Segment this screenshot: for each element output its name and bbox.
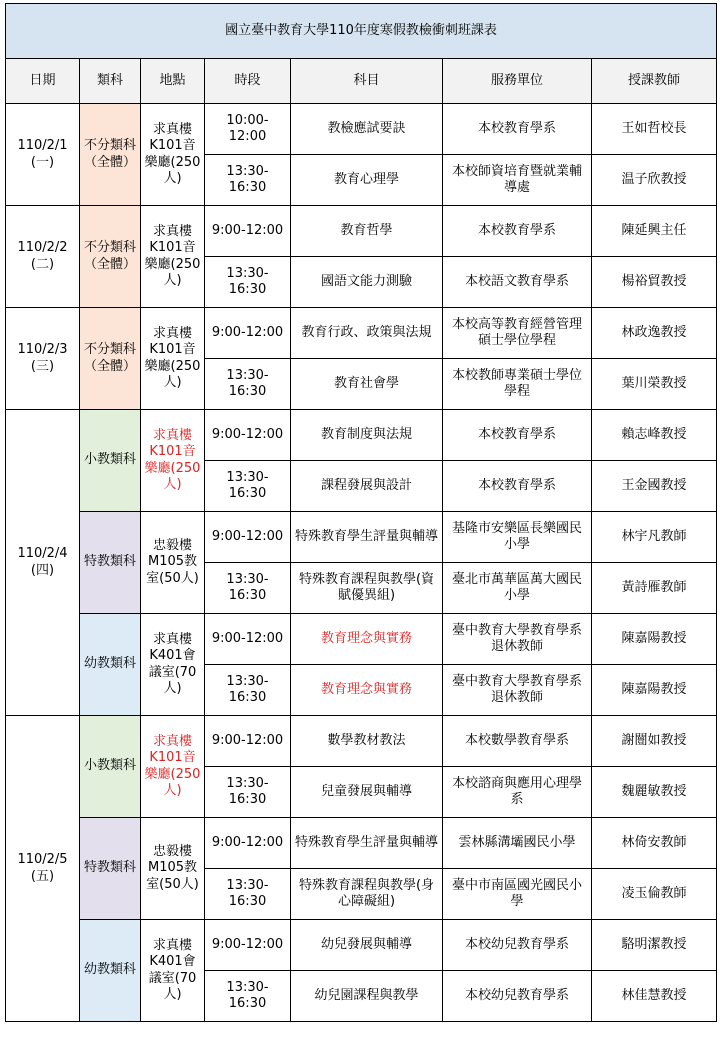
time-cell: 13:30-16:30 — [205, 359, 291, 410]
subject-cell: 課程發展與設計 — [291, 461, 443, 512]
location-cell: 求真樓K101音樂廳(250人) — [141, 716, 205, 818]
teacher-cell: 駱明潔教授 — [592, 920, 717, 971]
unit-cell: 臺中教育大學教育學系退休教師 — [443, 614, 592, 665]
teacher-cell: 陳嘉陽教授 — [592, 614, 717, 665]
category-cell: 不分類科（全體） — [80, 308, 141, 410]
weekday-text: (四) — [30, 562, 55, 578]
subject-cell: 教育理念與實務 — [291, 665, 443, 716]
table-row — [6, 818, 717, 869]
location-cell: 求真樓K401會議室(70人) — [141, 920, 205, 1022]
title-row — [6, 4, 717, 59]
category-cell: 不分類科（全體） — [80, 104, 141, 206]
header-category: 類科 — [80, 59, 141, 104]
location-cell: 忠毅樓M105教室(50人) — [141, 818, 205, 920]
time-cell: 9:00-12:00 — [205, 512, 291, 563]
unit-cell: 本校諮商與應用心理學系 — [443, 767, 592, 818]
time-cell: 9:00-12:00 — [205, 206, 291, 257]
date-cell — [6, 206, 80, 308]
teacher-cell: 楊裕貿教授 — [592, 257, 717, 308]
category-cell: 小教類科 — [80, 410, 141, 512]
unit-cell: 本校師資培育暨就業輔導處 — [443, 155, 592, 206]
time-cell: 13:30-16:30 — [205, 971, 291, 1022]
subject-cell: 教育哲學 — [291, 206, 443, 257]
date-text: 110/2/4 — [17, 546, 68, 562]
teacher-cell: 黃詩雁教師 — [592, 563, 717, 614]
date-text: 110/2/1 — [17, 138, 68, 154]
subject-cell: 兒童發展與輔導 — [291, 767, 443, 818]
table-row — [6, 512, 717, 563]
teacher-cell: 陳嘉陽教授 — [592, 665, 717, 716]
time-cell: 9:00-12:00 — [205, 818, 291, 869]
unit-cell: 本校幼兒教育學系 — [443, 920, 592, 971]
subject-cell: 教育行政、政策與法規 — [291, 308, 443, 359]
category-cell: 幼教類科 — [80, 614, 141, 716]
unit-cell: 雲林縣溝壩國民小學 — [443, 818, 592, 869]
category-cell: 不分類科（全體） — [80, 206, 141, 308]
category-cell: 特教類科 — [80, 818, 141, 920]
subject-cell: 教育心理學 — [291, 155, 443, 206]
location-cell: 求真樓K101音樂廳(250人) — [141, 410, 205, 512]
time-cell: 9:00-12:00 — [205, 920, 291, 971]
subject-cell: 特殊教育課程與教學(身心障礙組) — [291, 869, 443, 920]
time-cell: 9:00-12:00 — [205, 614, 291, 665]
time-cell: 13:30-16:30 — [205, 563, 291, 614]
subject-cell: 教育理念與實務 — [291, 614, 443, 665]
unit-cell: 本校數學教育學系 — [443, 716, 592, 767]
subject-cell: 幼兒園課程與教學 — [291, 971, 443, 1022]
table-row — [6, 104, 717, 155]
date-cell — [6, 410, 80, 716]
time-cell: 10:00-12:00 — [205, 104, 291, 155]
unit-cell: 基隆市安樂區長樂國民小學 — [443, 512, 592, 563]
unit-cell: 本校教育學系 — [443, 104, 592, 155]
subject-cell: 特殊教育課程與教學(資賦優異組) — [291, 563, 443, 614]
teacher-cell: 林宇凡教師 — [592, 512, 717, 563]
header-teacher: 授課教師 — [592, 59, 717, 104]
subject-cell: 特殊教育學生評量與輔導 — [291, 818, 443, 869]
time-cell: 13:30-16:30 — [205, 665, 291, 716]
table-title: 國立臺中教育大學110年度寒假教檢衝刺班課表 — [6, 4, 717, 59]
subject-cell: 國語文能力測驗 — [291, 257, 443, 308]
table-row — [6, 308, 717, 359]
time-cell: 13:30-16:30 — [205, 461, 291, 512]
subject-cell: 數學教材教法 — [291, 716, 443, 767]
schedule-body — [6, 4, 717, 1022]
time-cell: 9:00-12:00 — [205, 716, 291, 767]
header-row — [6, 59, 717, 104]
subject-cell: 教育制度與法規 — [291, 410, 443, 461]
header-time: 時段 — [205, 59, 291, 104]
header-date: 日期 — [6, 59, 80, 104]
date-text: 110/2/2 — [17, 240, 68, 256]
teacher-cell: 王如哲校長 — [592, 104, 717, 155]
location-cell: 求真樓K101音樂廳(250人) — [141, 206, 205, 308]
location-cell: 求真樓K401會議室(70人) — [141, 614, 205, 716]
time-cell: 13:30-16:30 — [205, 869, 291, 920]
unit-cell: 臺中市南區國光國民小學 — [443, 869, 592, 920]
table-row — [6, 716, 717, 767]
unit-cell: 本校教育學系 — [443, 206, 592, 257]
teacher-cell: 林政逸教授 — [592, 308, 717, 359]
teacher-cell: 王金國教授 — [592, 461, 717, 512]
unit-cell: 臺中教育大學教育學系退休教師 — [443, 665, 592, 716]
time-cell: 13:30-16:30 — [205, 257, 291, 308]
subject-cell: 教檢應試要訣 — [291, 104, 443, 155]
table-row — [6, 206, 717, 257]
weekday-text: (五) — [30, 868, 55, 884]
date-cell — [6, 104, 80, 206]
teacher-cell: 凌玉倫教師 — [592, 869, 717, 920]
weekday-text: (三) — [30, 358, 55, 374]
schedule-table — [5, 3, 717, 1022]
header-unit: 服務單位 — [443, 59, 592, 104]
unit-cell: 本校語文教育學系 — [443, 257, 592, 308]
location-cell: 求真樓K101音樂廳(250人) — [141, 308, 205, 410]
subject-cell: 特殊教育學生評量與輔導 — [291, 512, 443, 563]
subject-cell: 幼兒發展與輔導 — [291, 920, 443, 971]
weekday-text: (二) — [30, 256, 55, 272]
unit-cell: 本校教育學系 — [443, 461, 592, 512]
teacher-cell: 林倚安教師 — [592, 818, 717, 869]
subject-cell: 教育社會學 — [291, 359, 443, 410]
header-subject: 科目 — [291, 59, 443, 104]
date-cell — [6, 716, 80, 1022]
teacher-cell: 林佳慧教授 — [592, 971, 717, 1022]
time-cell: 13:30-16:30 — [205, 155, 291, 206]
time-cell: 9:00-12:00 — [205, 308, 291, 359]
teacher-cell: 謝闓如教授 — [592, 716, 717, 767]
unit-cell: 本校高等教育經營管理碩士學位學程 — [443, 308, 592, 359]
weekday-text: (一) — [30, 154, 55, 170]
header-location: 地點 — [141, 59, 205, 104]
time-cell: 9:00-12:00 — [205, 410, 291, 461]
category-cell: 幼教類科 — [80, 920, 141, 1022]
teacher-cell: 陳延興主任 — [592, 206, 717, 257]
table-row — [6, 920, 717, 971]
location-cell: 求真樓K101音樂廳(250人) — [141, 104, 205, 206]
date-text: 110/2/3 — [17, 342, 68, 358]
date-text: 110/2/5 — [17, 852, 68, 868]
unit-cell: 本校教師專業碩士學位學程 — [443, 359, 592, 410]
teacher-cell: 賴志峰教授 — [592, 410, 717, 461]
table-row — [6, 614, 717, 665]
category-cell: 特教類科 — [80, 512, 141, 614]
unit-cell: 本校幼兒教育學系 — [443, 971, 592, 1022]
table-row — [6, 410, 717, 461]
location-cell: 忠毅樓M105教室(50人) — [141, 512, 205, 614]
teacher-cell: 温子欣教授 — [592, 155, 717, 206]
unit-cell: 本校教育學系 — [443, 410, 592, 461]
category-cell: 小教類科 — [80, 716, 141, 818]
date-cell — [6, 308, 80, 410]
unit-cell: 臺北市萬華區萬大國民小學 — [443, 563, 592, 614]
time-cell: 13:30-16:30 — [205, 767, 291, 818]
teacher-cell: 葉川榮教授 — [592, 359, 717, 410]
teacher-cell: 魏麗敏教授 — [592, 767, 717, 818]
